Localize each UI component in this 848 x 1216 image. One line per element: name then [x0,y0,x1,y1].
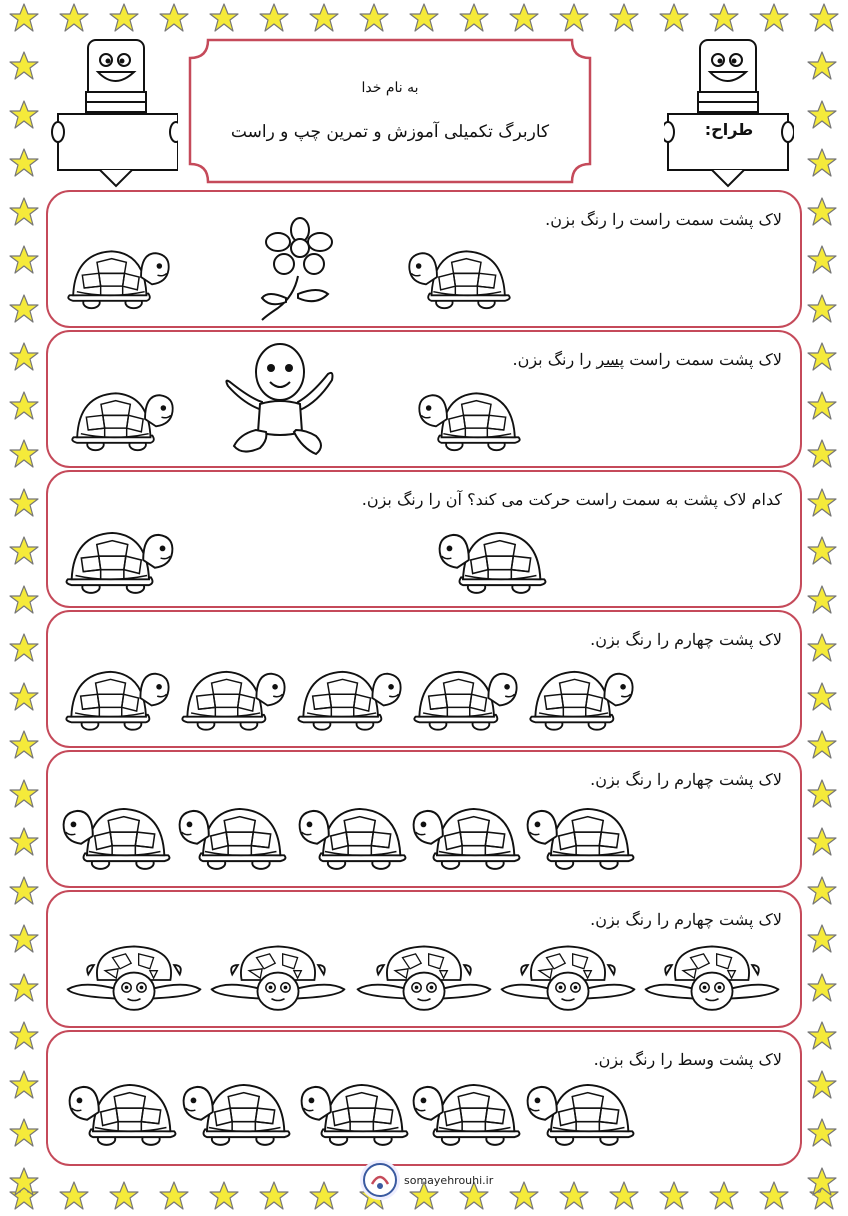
pencil-mascot-icon [664,34,794,194]
header-subtitle: کاربرگ تکمیلی آموزش و تمرین چپ و راست [230,122,550,142]
star-icon [8,50,40,82]
turtle-right-icon [68,382,178,456]
exercise-panel-3 [46,470,802,608]
designer-label: طراح: [704,120,754,139]
exercise-panel-2 [46,330,802,468]
star-icon [806,681,838,713]
turtle-left-icon [434,518,550,602]
turtle-right-icon [526,658,638,738]
star-icon [308,1180,340,1212]
star-icon [658,2,690,34]
turtle-right-icon [64,240,174,314]
star-icon [658,1180,690,1212]
star-icon [806,778,838,810]
instruction-text: لاک پشت سمت راست را رنگ بزن. [545,210,782,229]
star-icon [8,147,40,179]
star-icon [806,99,838,131]
star-icon [8,341,40,373]
site-url[interactable]: somayehrouhi.ir [404,1174,494,1187]
star-icon [208,1180,240,1212]
turtle-left-icon [178,1072,294,1152]
star-icon [608,1180,640,1212]
star-icon [8,875,40,907]
turtle-left-icon [522,796,638,876]
star-icon [806,1069,838,1101]
star-icon [158,1180,190,1212]
star-icon [806,390,838,422]
star-icon [806,438,838,470]
header-frame [188,38,592,184]
star-icon [758,1180,790,1212]
instruction-text: لاک پشت چهارم را رنگ بزن. [590,910,782,929]
star-icon [806,1166,838,1198]
star-icon [8,99,40,131]
site-logo-icon [360,1160,400,1200]
star-icon [806,584,838,616]
exercise-panel-6 [46,890,802,1028]
star-icon [58,2,90,34]
turtle-left-icon [64,1072,180,1152]
star-icon [8,632,40,664]
turtle-front-icon [64,942,204,1018]
turtle-left-icon [404,240,514,314]
star-icon [8,681,40,713]
star-icon [806,196,838,228]
turtle-left-icon [408,796,524,876]
star-icon [508,2,540,34]
turtle-front-icon [498,942,638,1018]
star-icon [708,2,740,34]
exercise-panel-1 [46,190,802,328]
star-icon [806,729,838,761]
star-icon [806,826,838,858]
turtle-right-icon [294,658,406,738]
turtle-left-icon [414,382,524,456]
turtle-left-icon [294,796,410,876]
turtle-left-icon [174,796,290,876]
star-icon [808,2,840,34]
instruction-text: لاک پشت چهارم را رنگ بزن. [590,630,782,649]
star-icon [806,972,838,1004]
star-icon [806,487,838,519]
turtle-front-icon [642,942,782,1018]
star-icon [806,875,838,907]
star-icon [8,438,40,470]
footer [360,1160,520,1200]
star-icon [558,2,590,34]
turtle-left-icon [58,796,174,876]
star-icon [8,487,40,519]
star-icon [8,390,40,422]
star-icon [8,584,40,616]
star-icon [806,535,838,567]
star-icon [8,923,40,955]
instruction-text: لاک پشت وسط را رنگ بزن. [593,1050,782,1069]
header-box [188,38,592,184]
turtle-left-icon [408,1072,524,1152]
pencil-mascot-left [48,34,178,194]
star-icon [806,1117,838,1149]
star-icon [108,1180,140,1212]
star-icon [806,632,838,664]
instruction-text: لاک پشت چهارم را رنگ بزن. [590,770,782,789]
turtle-front-icon [354,942,494,1018]
star-icon [8,244,40,276]
star-icon [8,535,40,567]
pencil-mascot-right [664,34,794,194]
star-icon [8,1069,40,1101]
star-icon [758,2,790,34]
exercise-panel-7 [46,1030,802,1166]
exercise-panel-4 [46,610,802,748]
star-icon [806,293,838,325]
header-title: به نام خدا [361,80,419,96]
star-icon [308,2,340,34]
star-icon [158,2,190,34]
turtle-right-icon [178,658,290,738]
turtle-right-icon [62,518,178,602]
star-icon [58,1180,90,1212]
star-icon [8,1166,40,1198]
star-icon [8,2,40,34]
pencil-mascot-icon [48,34,178,194]
star-icon [8,293,40,325]
star-icon [8,729,40,761]
star-icon [458,2,490,34]
star-icon [208,2,240,34]
star-icon [806,244,838,276]
turtle-right-icon [62,658,174,738]
turtle-right-icon [410,658,522,738]
exercise-panel-5 [46,750,802,888]
star-icon [806,50,838,82]
star-icon [806,923,838,955]
flower-icon [258,216,342,324]
star-icon [408,2,440,34]
star-icon [608,2,640,34]
star-icon [806,1020,838,1052]
baby-icon [220,338,340,464]
star-icon [558,1180,590,1212]
star-icon [358,2,390,34]
turtle-left-icon [522,1072,638,1152]
star-icon [8,826,40,858]
star-icon [108,2,140,34]
star-icon [8,972,40,1004]
turtle-left-icon [296,1072,412,1152]
star-icon [708,1180,740,1212]
star-icon [258,1180,290,1212]
instruction-text: لاک پشت سمت راست پسر را رنگ بزن. [512,350,782,369]
star-icon [8,196,40,228]
star-icon [8,1020,40,1052]
turtle-front-icon [208,942,348,1018]
star-icon [806,341,838,373]
instruction-text: کدام لاک پشت به سمت راست حرکت می کند؟ آن را رنگ بزن. [361,490,782,509]
star-icon [8,778,40,810]
star-icon [8,1117,40,1149]
star-icon [258,2,290,34]
star-icon [806,147,838,179]
